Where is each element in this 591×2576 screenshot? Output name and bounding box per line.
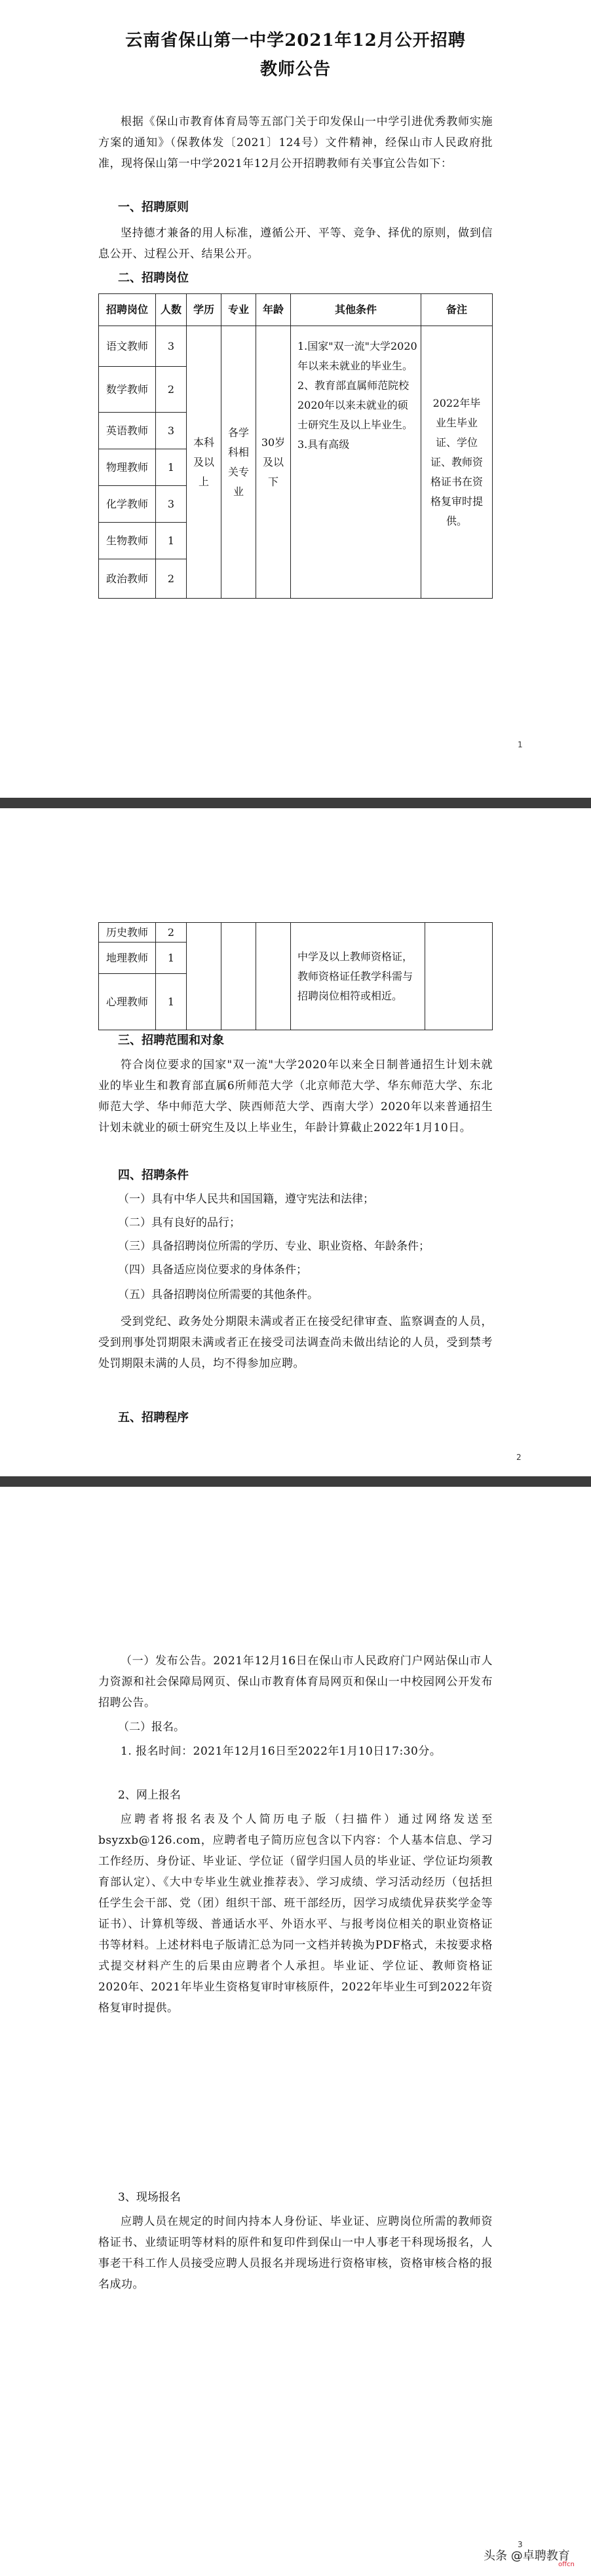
online-signup-heading: 2、网上报名 xyxy=(118,1789,181,1802)
table-header-row xyxy=(99,294,493,326)
table-header-cell: 年龄 xyxy=(256,294,291,326)
major-cell xyxy=(221,923,256,1030)
count-cell: 1 xyxy=(156,449,187,486)
table-header-cell: 其他条件 xyxy=(291,294,421,326)
post-cell: 地理教师 xyxy=(99,943,156,974)
age-cell xyxy=(256,923,291,1030)
page-number: 3 xyxy=(518,2540,523,2549)
watermark-brand: offcn xyxy=(558,2561,575,2568)
post-cell: 数学教师 xyxy=(99,367,156,413)
document-page-2 xyxy=(0,808,591,1292)
signup-heading: （二）报名。 xyxy=(118,1721,185,1734)
condition-item: （三）具备招聘岗位所需的学历、专业、职业资格、年龄条件； xyxy=(118,1240,430,1253)
post-cell: 心理教师 xyxy=(99,974,156,1030)
post-cell: 化学教师 xyxy=(99,486,156,523)
page-number: 1 xyxy=(518,740,523,749)
recruitment-table-continued xyxy=(98,922,493,1030)
document-page-2-lower xyxy=(0,1288,591,1476)
table-row xyxy=(99,923,493,943)
signup-time: 1. 报名时间：2021年12月16日至2022年1月10日17:30分。 xyxy=(121,1745,442,1758)
count-cell: 1 xyxy=(156,974,187,1030)
section-heading-scope: 三、招聘范围和对象 xyxy=(118,1034,224,1047)
page-separator xyxy=(0,1476,591,1487)
other-conditions-cell: 中学及以上教师资格证，教师资格证任教学科需与招聘岗位相符或相近。 xyxy=(291,923,425,1030)
document-page-1 xyxy=(0,0,591,798)
count-cell: 1 xyxy=(156,523,187,559)
count-cell: 2 xyxy=(156,923,187,943)
page-title-line-2: 教师公告 xyxy=(259,60,331,79)
intro-paragraph: 根据《保山市教育体育局等五部门关于印发保山一中学引进优秀教师实施方案的通知》（保教体发〔2021〕124号）文件精神，经保山市人民政府批准，现将保山第一中学2021年12月公开招聘教师有关事宜公告如下： xyxy=(98,115,493,170)
watermark-text: 头条 @卓聘教育 xyxy=(484,2549,570,2563)
scope-paragraph: 符合岗位要求的国家"双一流"大学2020年以来全日制普通招生计划未就业的毕业生和教育部直属6所师范大学（北京师范大学、华东师范大学、东北师范大学、华中师范大学、陕西师范大学、西南大学）2020年以来普通招生计划未就业的硕士研究生及以上毕业生，年龄计算截止2022年1月10日。 xyxy=(98,1058,493,1134)
count-cell: 3 xyxy=(156,486,187,523)
recruitment-table xyxy=(98,293,493,599)
section-heading-principle: 一、招聘原则 xyxy=(118,200,189,214)
condition-item: （四）具备适应岗位要求的身体条件； xyxy=(118,1263,307,1277)
post-cell: 英语教师 xyxy=(99,413,156,449)
page-title-line-1: 云南省保山第一中学2021年12月公开招聘 xyxy=(125,31,466,50)
other-conditions-cell: 1.国家"双一流"大学2020年以来未就业的毕业生。 2、教育部直属师范院校2020年以来未就业的硕士研究生及以上毕业生。 3.具有高级 xyxy=(291,326,421,599)
condition-item: （一）具有中华人民共和国国籍，遵守宪法和法律； xyxy=(118,1193,374,1206)
page-number: 2 xyxy=(516,1453,522,1462)
count-cell: 2 xyxy=(156,559,187,599)
online-signup-paragraph: 应聘者将报名表及个人简历电子版（扫描件）通过网络发送至bsyzxb@126.com，应聘者电子简历应包含以下内容：个人基本信息、学习工作经历、身份证、毕业证、学位证（留学归国人员的毕业证、学位证均须教育部认定）、《大中专毕业生就业推荐表》、学习成绩、学习活动经历（包括担任学生会干部、党（团）组织干部、班干部经历，因学习成绩优异获奖学金等证书）、计算机等级、普通话水平、外语水平、与报考岗位相关的职业资格证书等材料。上述材料电子版请汇总为同一文档并转换为PDF格式，未按要求格式提交材料产生的后果由应聘者个人承担。毕业证、学位证、教师资格证2020年、2021年毕业生资格复审时审核原件，2022年毕业生可到2022年资格复审时提供。 xyxy=(98,1813,493,2015)
major-cell: 各学科相关专业 xyxy=(221,326,256,599)
post-cell: 语文教师 xyxy=(99,326,156,367)
announcement-paragraph: （一）发布公告。2021年12月16日在保山市人民政府门户网站保山市人力资源和社会保障局网页、保山市教育体育局网页和保山一中校园网公开发布招聘公告。 xyxy=(98,1654,493,1709)
section-heading-procedure: 五、招聘程序 xyxy=(118,1411,189,1425)
section-heading-posts: 二、招聘岗位 xyxy=(118,271,189,285)
count-cell: 1 xyxy=(156,943,187,974)
page-separator xyxy=(0,798,591,808)
count-cell: 3 xyxy=(156,326,187,367)
table-header-cell: 备注 xyxy=(421,294,493,326)
table-header-cell: 人数 xyxy=(156,294,187,326)
principle-paragraph: 坚持德才兼备的用人标准，遵循公开、平等、竞争、择优的原则，做到信息公开、过程公开、结果公开。 xyxy=(98,227,493,261)
section-heading-conditions: 四、招聘条件 xyxy=(118,1168,189,1182)
onsite-signup-paragraph: 应聘人员在规定的时间内持本人身份证、毕业证、应聘岗位所需的教师资格证书、业绩证明等材料的原件和复印件到保山一中人事老干科现场报名，人事老干科工作人员接受应聘人员报名并现场进行资格审核，资格审核合格的报名成功。 xyxy=(98,2215,493,2291)
post-cell: 生物教师 xyxy=(99,523,156,559)
table-header-cell: 招聘岗位 xyxy=(99,294,156,326)
education-cell xyxy=(187,923,221,1030)
count-cell: 2 xyxy=(156,367,187,413)
post-cell: 物理教师 xyxy=(99,449,156,486)
education-cell: 本科及以上 xyxy=(187,326,221,599)
note-cell: 2022年毕业生毕业证、学位证、教师资格证书在资格复审时提供。 xyxy=(421,326,493,599)
count-cell: 3 xyxy=(156,413,187,449)
condition-item: （五）具备招聘岗位所需要的其他条件。 xyxy=(118,1288,318,1301)
exclusion-paragraph: 受到党纪、政务处分期限未满或者正在接受纪律审查、监察调查的人员，受到刑事处罚期限未满或者正在接受司法调查尚未做出结论的人员，受到禁考处罚期限未满的人员，均不得参加应聘。 xyxy=(98,1315,493,1370)
post-cell: 历史教师 xyxy=(99,923,156,943)
note-cell xyxy=(425,923,493,1030)
document-page-3 xyxy=(0,1487,591,2576)
post-cell: 政治教师 xyxy=(99,559,156,599)
age-cell: 30岁及以下 xyxy=(256,326,291,599)
table-row xyxy=(99,326,493,367)
condition-item: （二）具有良好的品行； xyxy=(118,1216,240,1229)
onsite-signup-heading: 3、现场报名 xyxy=(118,2191,181,2204)
table-header-cell: 专业 xyxy=(221,294,256,326)
table-header-cell: 学历 xyxy=(187,294,221,326)
